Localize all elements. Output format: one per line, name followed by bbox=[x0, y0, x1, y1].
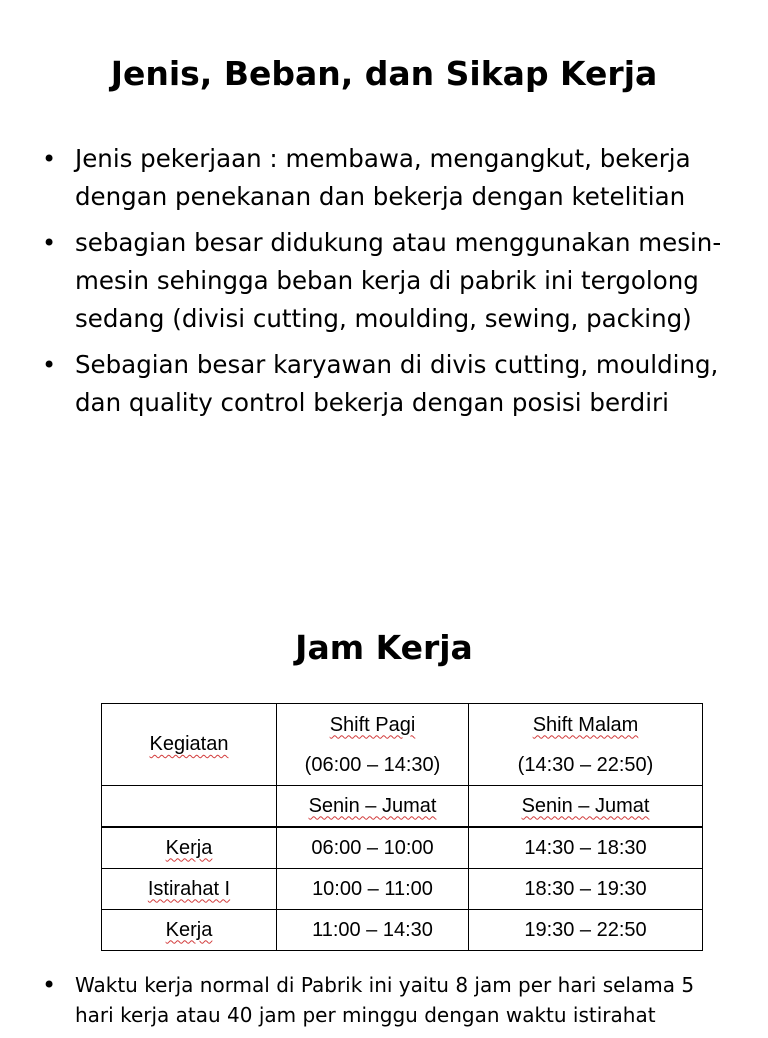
table-cell: 06:00 – 10:00 bbox=[277, 827, 469, 869]
bullet-text: Waktu kerja normal di Pabrik ini yaitu 8 jam per hari selama 5 hari kerja atau 40 jam per minggu dengan waktu istirahat bbox=[75, 973, 695, 1027]
table-cell: Kerja bbox=[102, 827, 277, 869]
bullet-dot-icon: • bbox=[42, 145, 57, 173]
table-cell: 18:30 – 19:30 bbox=[469, 869, 703, 910]
bullet-list bbox=[42, 140, 742, 430]
table-cell: Kerja bbox=[102, 910, 277, 951]
table-row bbox=[102, 910, 703, 951]
table-cell: 10:00 – 11:00 bbox=[277, 869, 469, 910]
header-cell-shift-malam: Shift Malam (14:30 – 22:50) bbox=[469, 704, 703, 786]
table-row bbox=[102, 869, 703, 910]
slide-title: Jam Kerja bbox=[295, 628, 473, 667]
bullet-dot-icon: • bbox=[42, 971, 57, 999]
bullet-text: Jenis pekerjaan : membawa, mengangkut, bekerja dengan penekanan dan bekerja dengan ketelitian bbox=[75, 144, 691, 211]
table-cell: 19:30 – 22:50 bbox=[469, 910, 703, 951]
bullet-item bbox=[42, 970, 732, 1030]
work-hours-table bbox=[101, 703, 703, 951]
slide-jam-kerja bbox=[0, 600, 768, 1027]
bullet-dot-icon: • bbox=[42, 351, 57, 379]
table-cell bbox=[102, 786, 277, 828]
bullet-item bbox=[42, 346, 742, 422]
table-cell: Senin – Jumat bbox=[469, 786, 703, 828]
table-cell: Senin – Jumat bbox=[277, 786, 469, 828]
bullet-item bbox=[42, 140, 742, 216]
table-days-row bbox=[102, 786, 703, 828]
table-cell: Istirahat I bbox=[102, 869, 277, 910]
note-list bbox=[42, 970, 732, 1038]
header-cell-activity: Kegiatan bbox=[102, 704, 277, 786]
bullet-text: sebagian besar didukung atau menggunakan mesin-mesin sehingga beban kerja di pabrik ini tergolong sedang (divisi cutting, moulding, sewing, packing) bbox=[75, 228, 722, 333]
bullet-dot-icon: • bbox=[42, 229, 57, 257]
table-header-row bbox=[102, 704, 703, 786]
table-cell: 11:00 – 14:30 bbox=[277, 910, 469, 951]
table-row bbox=[102, 827, 703, 869]
slide-title: Jenis, Beban, dan Sikap Kerja bbox=[110, 54, 658, 93]
bullet-text: Sebagian besar karyawan di divis cutting, moulding, dan quality control bekerja dengan posisi berdiri bbox=[75, 350, 719, 417]
bullet-item bbox=[42, 224, 742, 338]
table-cell: 14:30 – 18:30 bbox=[469, 827, 703, 869]
header-cell-shift-pagi: Shift Pagi (06:00 – 14:30) bbox=[277, 704, 469, 786]
